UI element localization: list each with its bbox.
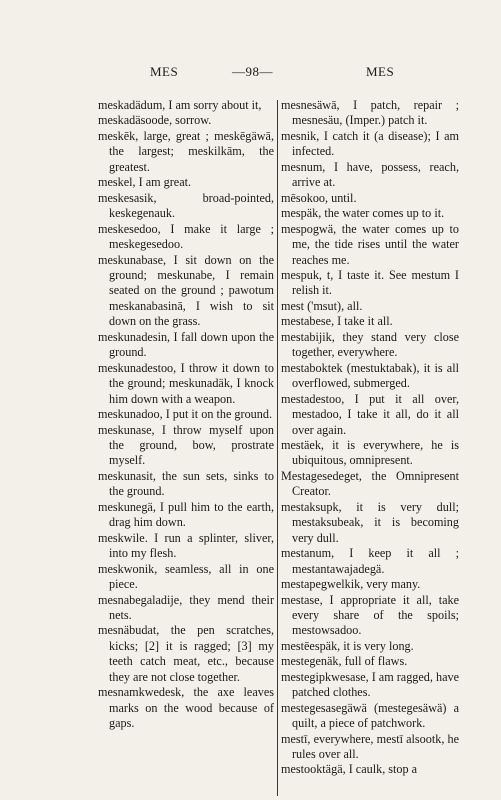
right-column: [281, 98, 459, 778]
dictionary-entry: meskwonik, seamless, all in one piece.: [98, 561, 274, 592]
dictionary-entry: meskunabase, I sit down on the ground; meskunabe, I remain seated on the ground ; pawotum meskanabasinā, I wish to sit down on the grass.: [98, 252, 274, 329]
dictionary-entry: mestēespäk, it is very long.: [281, 638, 414, 653]
dictionary-entry: meskēk, large, great ; meskēgäwā, the largest; meskilkām, the greatest.: [98, 128, 274, 174]
page-number: —98—: [232, 64, 273, 79]
dictionary-entry: mespuk, t, I taste it. See mestum I relish it.: [281, 267, 459, 298]
dictionary-entry: mestadestoo, I put it all over, mestadoo, I take it all, do it all over again.: [281, 391, 459, 437]
dictionary-entry: mesnabegaladije, they mend their nets.: [98, 592, 274, 622]
dictionary-entry: Mestagesedeget, the Omnipresent Creator.: [281, 468, 459, 499]
dictionary-entry: mestäek, it is everywhere, he is ubiquitous, omnipresent.: [281, 437, 459, 468]
dictionary-entry: mesnamkwedesk, the axe leaves marks on the wood because of gaps.: [98, 685, 274, 731]
dictionary-entry: meskunadesin, I fall down upon the ground.: [98, 329, 274, 360]
dictionary-entry: mestaboktek (mestuktabak), it is all overflowed, submerged.: [281, 360, 459, 391]
dictionary-entry: meskwile. I run a splinter, sliver, into my flesh.: [98, 530, 274, 561]
column-divider: [277, 100, 278, 796]
dictionary-entry: mespäk, the water comes up to it.: [281, 206, 445, 221]
dictionary-entry: mesnik, I catch it (a disease); I am infected.: [281, 128, 459, 159]
dictionary-entry: mestegesasegäwä (mestegesäwä) a quilt, a piece of patchwork.: [281, 700, 459, 731]
dictionary-entry: mestapegwelkik, very many.: [281, 577, 421, 592]
header-left-guideword: MES: [150, 64, 179, 79]
dictionary-entry: mesnum, I have, possess, reach, arrive at.: [281, 159, 459, 190]
dictionary-entry: mēsokoo, until.: [281, 190, 357, 205]
dictionary-entry: mespogwä, the water comes up to me, the tide rises until the water reaches me.: [281, 221, 459, 267]
dictionary-entry: meskunasit, the sun sets, sinks to the ground.: [98, 468, 274, 499]
dictionary-entry: mesnäbudat, the pen scratches, kicks; [2] it is ragged; [3] my teeth catch meat, etc., because they are not close together.: [98, 623, 274, 684]
dictionary-entry: mestaksupk, it is very dull; mestaksubeak, it is becoming very dull.: [281, 499, 459, 545]
dictionary-entry: mesnesäwā, I patch, repair ; mesnesäu, (Imper.) patch it.: [281, 98, 459, 128]
dictionary-entry: meskadäsoode, sorrow.: [98, 113, 212, 128]
dictionary-entry: meskunadestoo, I throw it down to the ground; meskunadäk, I knock him down with a weapon.: [98, 360, 274, 406]
dictionary-entry: meskunase, I throw myself upon the ground, bow, prostrate myself.: [98, 422, 274, 468]
dictionary-entry: mest ('msut), all.: [281, 298, 363, 313]
dictionary-entry: mestabijik, they stand very close together, everywhere.: [281, 329, 459, 360]
dictionary-entry: mestegenäk, full of flaws.: [281, 654, 408, 669]
running-header: [0, 64, 501, 82]
left-column: [98, 98, 274, 732]
dictionary-entry: mestī, everywhere, mestī alsootk, he rules over all.: [281, 731, 459, 762]
dictionary-entry: meskesasik, broad-pointed, keskegenauk.: [98, 190, 274, 221]
dictionary-entry: mestegipkwesase, I am ragged, have patched clothes.: [281, 669, 460, 700]
dictionary-entry: meskunegä, I pull him to the earth, drag him down.: [98, 499, 274, 530]
dictionary-entry: mestanum, I keep it all ; mestantawajadegä.: [281, 546, 459, 576]
dictionary-entry: mestooktägä, I caulk, stop a: [281, 762, 418, 777]
dictionary-entry: meskadädum, I am sorry about it,: [98, 98, 262, 112]
dictionary-entry: meskunadoo, I put it on the ground.: [98, 407, 272, 422]
dictionary-entry: meskesedoo, I make it large ; meskegesedoo.: [98, 221, 274, 252]
dictionary-entry: mestabese, I take it all.: [281, 314, 393, 329]
header-right-guideword: MES: [366, 64, 395, 79]
dictionary-entry: mestase, I appropriate it all, take every share of the spoils; mestowsadoo.: [281, 592, 459, 638]
dictionary-entry: meskel, I am great.: [98, 175, 192, 190]
